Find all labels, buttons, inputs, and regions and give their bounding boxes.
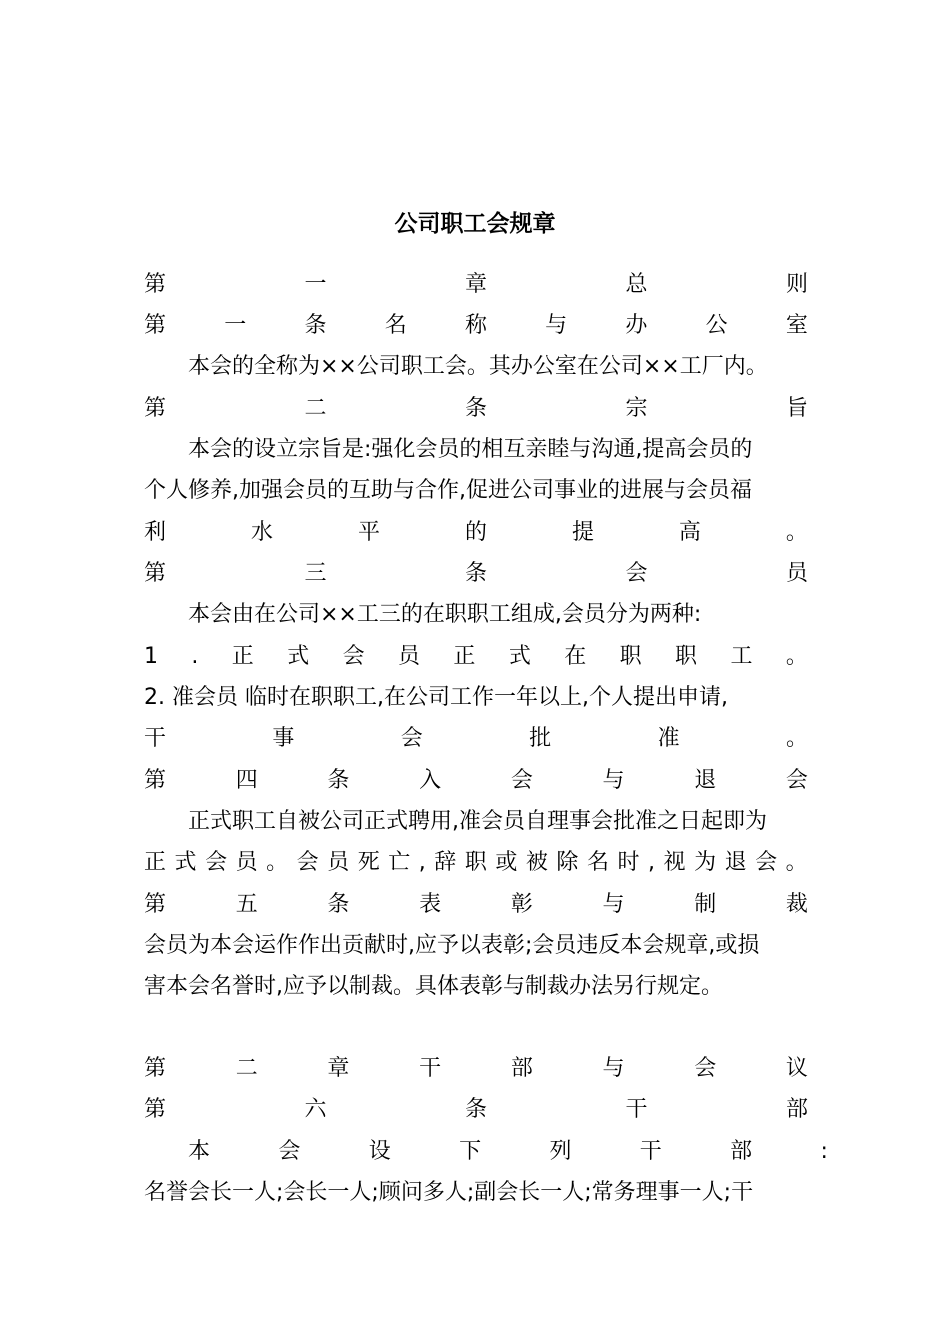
text-char: 制 — [694, 892, 717, 917]
text-line — [144, 516, 808, 550]
text-char: 条 — [327, 892, 350, 917]
text-char: 批 — [529, 726, 552, 751]
text-char: 员 — [327, 850, 350, 875]
text-char: 式 — [174, 850, 197, 875]
text-char: 会 — [755, 850, 778, 875]
text-line: 害本会名誉时,应予以制裁。具体表彰与制裁办法另行规定。 — [144, 974, 723, 999]
text-char: 在 — [564, 644, 587, 669]
text-char: 彰 — [510, 892, 533, 917]
text-line: 会员为本会运作作出贡献时,应予以表彰;会员违反本会规章,或损 — [144, 933, 760, 958]
text-char: 会 — [342, 644, 365, 669]
text-char: 式 — [508, 644, 531, 669]
text-char: . — [191, 644, 199, 669]
text-char: 死 — [357, 850, 380, 875]
text-char: 第 — [144, 313, 167, 338]
text-line: 名誉会长一人;会长一人;顾问多人;副会长一人;常务理事一人;干 — [144, 1180, 754, 1205]
text-char: 。 — [785, 726, 808, 751]
text-line — [144, 309, 808, 343]
text-char: 辞 — [434, 850, 457, 875]
text-char: 正 — [453, 644, 476, 669]
text-char: 会 — [400, 726, 423, 751]
text-char: 宗 — [625, 396, 648, 421]
text-char: 第 — [144, 396, 167, 421]
text-char: 员 — [235, 850, 258, 875]
text-char: 或 — [495, 850, 518, 875]
text-char: 员 — [785, 561, 808, 586]
text-line — [144, 268, 808, 302]
text-char: 一 — [304, 272, 327, 297]
text-char: 会 — [278, 1139, 301, 1164]
text-char: 退 — [724, 850, 747, 875]
text-char: 五 — [235, 892, 258, 917]
text-char: 与 — [602, 892, 625, 917]
text-char: : — [820, 1139, 828, 1164]
text-line — [188, 1135, 828, 1169]
text-line: 2. 准会员 临时在职职工,在公司工作一年以上,个人提出申请, — [144, 685, 728, 710]
text-char: 下 — [459, 1139, 482, 1164]
text-char: 议 — [785, 1056, 808, 1081]
text-line — [144, 722, 808, 756]
text-line: 本会的设立宗旨是:强化会员的相互亲睦与沟通,提高会员的 — [188, 437, 753, 462]
text-char: 第 — [144, 768, 167, 793]
text-char: 。 — [785, 644, 808, 669]
text-char: 员 — [398, 644, 421, 669]
text-char: 第 — [144, 272, 167, 297]
text-char: 部 — [730, 1139, 753, 1164]
text-char: 会 — [296, 850, 319, 875]
text-char: 章 — [464, 272, 487, 297]
text-char: 第 — [144, 1097, 167, 1122]
text-char: 则 — [785, 272, 808, 297]
text-char: 第 — [144, 561, 167, 586]
text-char: 第 — [144, 892, 167, 917]
text-line — [144, 1093, 808, 1127]
text-char: 称 — [464, 313, 487, 338]
text-char: 提 — [571, 520, 594, 545]
text-char: 职 — [675, 644, 698, 669]
text-char: 条 — [464, 1097, 487, 1122]
text-char: 条 — [464, 561, 487, 586]
text-char: 三 — [304, 561, 327, 586]
text-char: 会 — [625, 561, 648, 586]
text-char: 职 — [464, 850, 487, 875]
text-char: 事 — [272, 726, 295, 751]
text-char: 一 — [224, 313, 247, 338]
text-char: 视 — [663, 850, 686, 875]
text-char: 会 — [205, 850, 228, 875]
text-char: 条 — [327, 768, 350, 793]
text-char: 1 — [144, 644, 158, 669]
text-char: 干 — [419, 1056, 442, 1081]
text-char: 平 — [357, 520, 380, 545]
text-line — [144, 392, 808, 426]
text-char: , — [648, 850, 656, 875]
text-char: 。 — [266, 850, 289, 875]
text-char: 干 — [625, 1097, 648, 1122]
document-title: 公司职工会规章 — [394, 211, 556, 237]
text-char: 与 — [602, 1056, 625, 1081]
text-char: 表 — [419, 892, 442, 917]
text-char: 六 — [304, 1097, 327, 1122]
text-char: 部 — [785, 1097, 808, 1122]
text-char: 条 — [304, 313, 327, 338]
text-char: 与 — [602, 768, 625, 793]
text-char: 名 — [384, 313, 407, 338]
text-char: 设 — [368, 1139, 391, 1164]
text-char: 水 — [250, 520, 273, 545]
text-char: 。 — [785, 850, 808, 875]
text-char: 第 — [144, 1056, 167, 1081]
text-char: 四 — [235, 768, 258, 793]
text-char: 章 — [327, 1056, 350, 1081]
text-char: 。 — [785, 520, 808, 545]
text-char: 正 — [144, 850, 167, 875]
text-char: 名 — [586, 850, 609, 875]
text-char: 与 — [545, 313, 568, 338]
text-char: 条 — [464, 396, 487, 421]
text-char: 会 — [694, 1056, 717, 1081]
text-char: 部 — [510, 1056, 533, 1081]
text-char: 总 — [625, 272, 648, 297]
text-char: 为 — [694, 850, 717, 875]
text-char: 时 — [617, 850, 640, 875]
text-char: 除 — [556, 850, 579, 875]
text-char: 会 — [510, 768, 533, 793]
text-line — [144, 640, 808, 674]
text-char: 干 — [639, 1139, 662, 1164]
text-char: 亡 — [388, 850, 411, 875]
text-char: 列 — [549, 1139, 572, 1164]
text-line: 本会由在公司××工三的在职职工组成,会员分为两种: — [188, 602, 702, 627]
text-char: 室 — [785, 313, 808, 338]
text-char: 公 — [705, 313, 728, 338]
text-char: 会 — [785, 768, 808, 793]
text-char: 退 — [694, 768, 717, 793]
text-char: 入 — [419, 768, 442, 793]
text-char: 职 — [619, 644, 642, 669]
text-line — [144, 557, 808, 591]
text-line — [144, 764, 808, 798]
text-char: 二 — [304, 396, 327, 421]
text-line: 正式职工自被公司正式聘用,准会员自理事会批准之日起即为 — [188, 809, 767, 834]
text-char: 本 — [188, 1139, 211, 1164]
text-line — [144, 1052, 808, 1086]
text-line: 个人修养,加强会员的互助与合作,促进公司事业的进展与会员福 — [144, 478, 752, 503]
text-char: 工 — [730, 644, 753, 669]
text-char: 的 — [464, 520, 487, 545]
text-line: 本会的全称为××公司职工会。其办公室在公司××工厂内。 — [188, 354, 768, 379]
text-char: 式 — [287, 644, 310, 669]
text-char: 利 — [144, 520, 167, 545]
text-char: 干 — [144, 726, 167, 751]
text-char: 二 — [235, 1056, 258, 1081]
text-char: 高 — [678, 520, 701, 545]
text-char: 被 — [525, 850, 548, 875]
text-line — [144, 846, 808, 880]
text-char: , — [418, 850, 426, 875]
text-line — [144, 888, 808, 922]
text-char: 办 — [625, 313, 648, 338]
text-char: 准 — [657, 726, 680, 751]
text-char: 裁 — [785, 892, 808, 917]
text-char: 正 — [231, 644, 254, 669]
text-char: 旨 — [785, 396, 808, 421]
